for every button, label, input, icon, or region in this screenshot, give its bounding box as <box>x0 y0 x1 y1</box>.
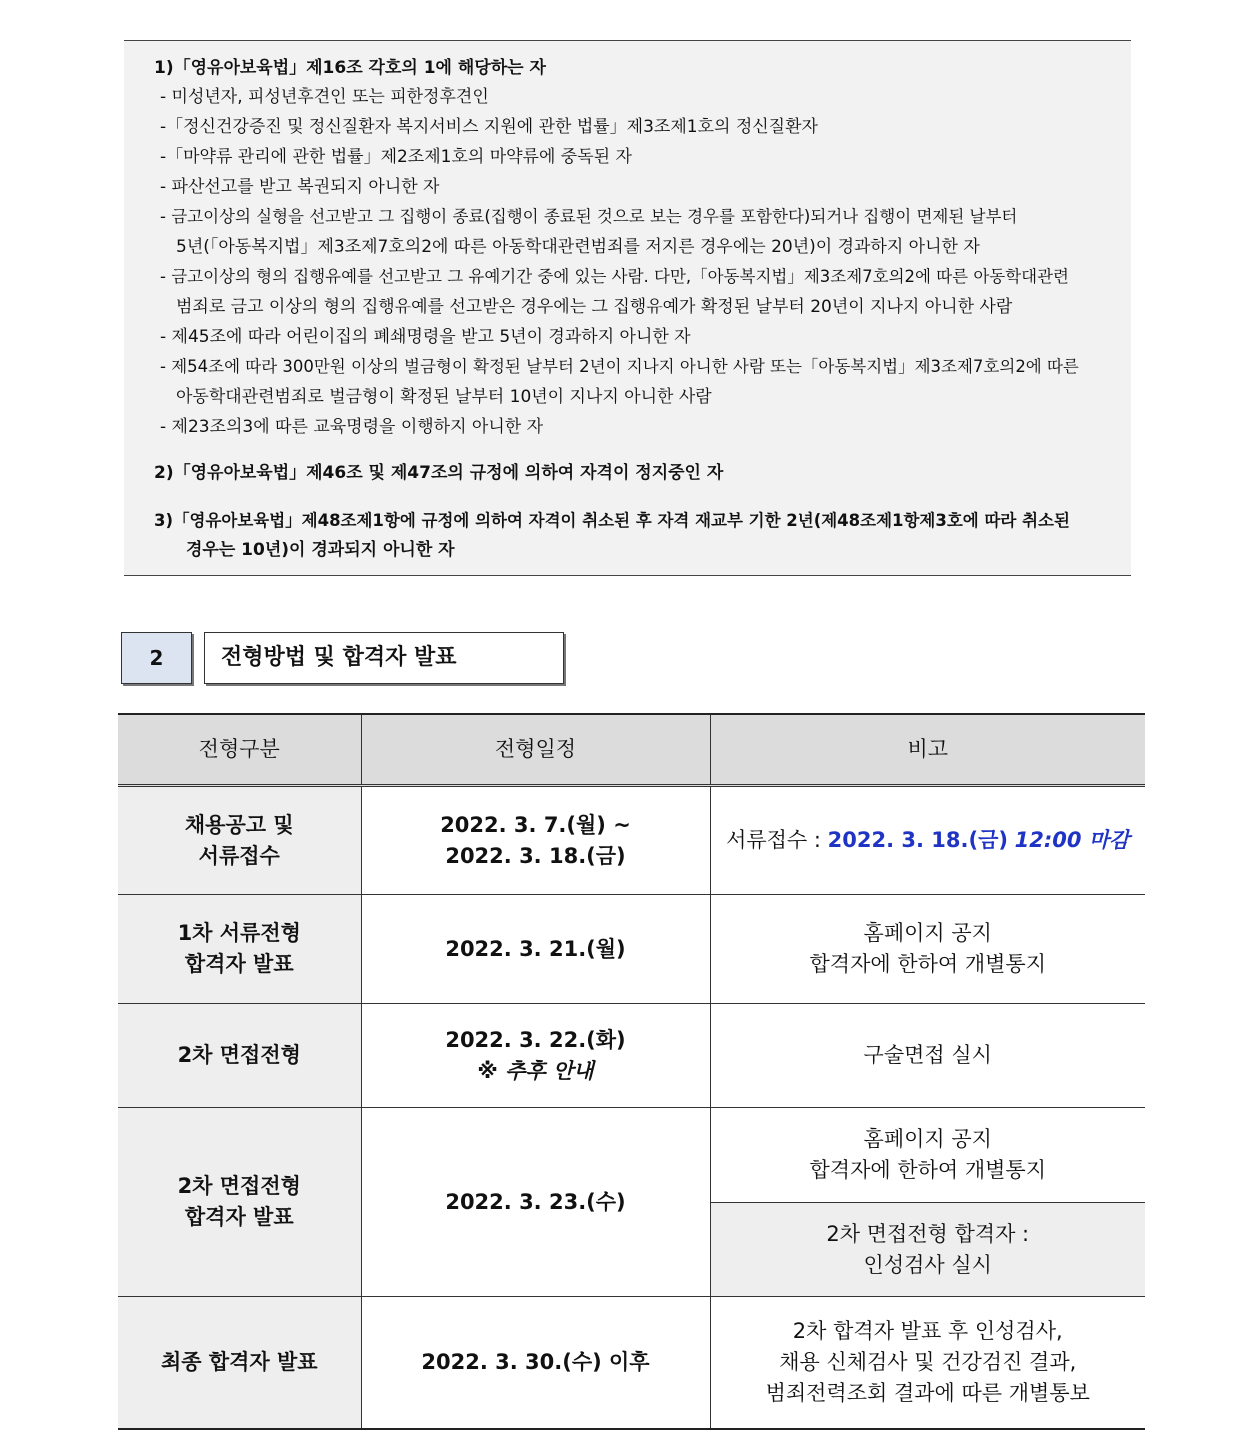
deadline-date: 2022. 3. 18.(금) <box>827 828 1008 852</box>
note-text: 홈페이지 공지 <box>863 1127 992 1151</box>
date-note: ※ 추후 안내 <box>477 1058 594 1083</box>
note-text: 서류접수 : <box>726 828 828 852</box>
deadline-time: 12:00 마감 <box>1014 828 1130 852</box>
item1-point: -「마약류 관리에 관한 법률」제2조제1호의 마약류에 중독된 자 <box>160 147 632 167</box>
date-text: 2022. 3. 18.(금) <box>445 843 626 868</box>
table-row <box>118 786 1145 895</box>
header-date: 전형일정 <box>361 714 710 786</box>
note-cell <box>710 1108 1145 1203</box>
stage-text: 합격자 발표 <box>184 1205 294 1229</box>
item1-point: - 금고이상의 실형을 선고받고 그 집행이 종료(집행이 종료된 것으로 보는 경우를 포함한다)되거나 집행이 면제된 날부터 <box>160 207 1018 226</box>
date-text: 2022. 3. 22.(화) <box>445 1027 626 1052</box>
section-title: 전형방법 및 합격자 발표 <box>204 632 564 684</box>
note-text: 구술면접 실시 <box>863 1043 992 1067</box>
item1-point: -「정신건강증진 및 정신질환자 복지서비스 지원에 관한 법률」제3조제1호의 정신질환자 <box>160 117 818 137</box>
item1-point-cont: 범죄로 금고 이상의 형의 집행유예를 선고받은 경우에는 그 집행유예가 확정된 날부터 20년이 지나지 아니한 사람 <box>176 297 1013 317</box>
stage-text: 2차 면접전형 <box>177 1043 301 1067</box>
item1-point: - 제23조의3에 따른 교육명령을 이행하지 아니한 자 <box>160 417 544 437</box>
item1-title: 1)「영유아보육법」제16조 각호의 1에 해당하는 자 <box>154 58 546 78</box>
note-text: 범죄전력조회 결과에 따른 개별통보 <box>765 1380 1090 1405</box>
section-number: 2 <box>121 632 192 684</box>
date-text: 2022. 3. 23.(수) <box>445 1189 626 1214</box>
note-text: 2차 합격자 발표 후 인성검사, <box>792 1318 1063 1343</box>
stage-cell <box>118 1297 361 1429</box>
stage-text: 채용공고 및 <box>184 812 294 837</box>
date-cell <box>361 1297 710 1429</box>
stage-cell <box>118 786 361 895</box>
item2: 2)「영유아보육법」제46조 및 제47조의 규정에 의하여 자격이 정지중인 자 <box>154 463 724 483</box>
schedule-table <box>118 713 1145 1430</box>
item3-line1: 3)「영유아보육법」제48조제1항에 규정에 의하여 자격이 취소된 후 자격 재교부 기한 2년(제48조제1항제3호에 따라 취소된 <box>154 511 1070 530</box>
stage-text: 2차 면접전형 <box>177 1174 301 1198</box>
stage-text: 최종 합격자 발표 <box>160 1349 318 1374</box>
item1-point: - 금고이상의 형의 집행유예를 선고받고 그 유예기간 중에 있는 사람. 다만,「아동복지법」제3조제7호의2에 따른 아동학대관련 <box>160 267 1069 286</box>
item1-point: - 미성년자, 피성년후견인 또는 피한정후견인 <box>160 87 489 107</box>
item1-point-cont: 5년(「아동복지법」제3조제7호의2에 따른 아동학대관련범죄를 저지른 경우에는 20년)이 경과하지 아니한 자 <box>176 237 980 257</box>
date-text: 2022. 3. 21.(월) <box>445 936 626 961</box>
note-cell <box>710 1004 1145 1108</box>
date-cell <box>361 895 710 1004</box>
header-note: 비고 <box>710 714 1145 786</box>
item1-point: - 파산선고를 받고 복권되지 아니한 자 <box>160 177 440 197</box>
header-stage: 전형구분 <box>118 714 361 786</box>
stage-cell <box>118 1108 361 1297</box>
note-text: 채용 신체검사 및 건강검진 결과, <box>779 1349 1077 1374</box>
note-text: 인성검사 실시 <box>863 1252 992 1277</box>
date-text: 2022. 3. 7.(월) ~ <box>440 812 631 837</box>
disqualification-box <box>124 40 1131 576</box>
stage-text: 합격자 발표 <box>184 952 294 976</box>
note-cell <box>710 786 1145 895</box>
table-header-row <box>118 714 1145 786</box>
table-row <box>118 895 1145 1004</box>
date-cell <box>361 1108 710 1297</box>
note-text: 홈페이지 공지 <box>863 921 992 945</box>
item1-point: - 제45조에 따라 어린이집의 폐쇄명령을 받고 5년이 경과하지 아니한 자 <box>160 327 691 347</box>
stage-cell <box>118 895 361 1004</box>
date-text: 2022. 3. 30.(수) 이후 <box>421 1349 650 1374</box>
note-text: 합격자에 한하여 개별통지 <box>809 952 1046 976</box>
table-row <box>118 1004 1145 1108</box>
stage-text: 1차 서류전형 <box>177 921 301 945</box>
date-cell <box>361 786 710 895</box>
item3-line2: 경우는 10년)이 경과되지 아니한 자 <box>186 540 455 560</box>
stage-text: 서류접수 <box>198 843 280 868</box>
item1-point-cont: 아동학대관련범죄로 벌금형이 확정된 날부터 10년이 지나지 아니한 사람 <box>176 387 712 407</box>
item1-point: - 제54조에 따라 300만원 이상의 벌금형이 확정된 날부터 2년이 지나지 아니한 사람 또는「아동복지법」제3조제7호의2에 따른 <box>160 357 1079 376</box>
note-text: 합격자에 한하여 개별통지 <box>809 1158 1046 1182</box>
note-cell <box>710 895 1145 1004</box>
date-cell <box>361 1004 710 1108</box>
table-row <box>118 1108 1145 1203</box>
table-row <box>118 1297 1145 1429</box>
note-cell <box>710 1203 1145 1297</box>
stage-cell <box>118 1004 361 1108</box>
note-text: 2차 면접전형 합격자 : <box>826 1221 1030 1246</box>
note-cell <box>710 1297 1145 1429</box>
